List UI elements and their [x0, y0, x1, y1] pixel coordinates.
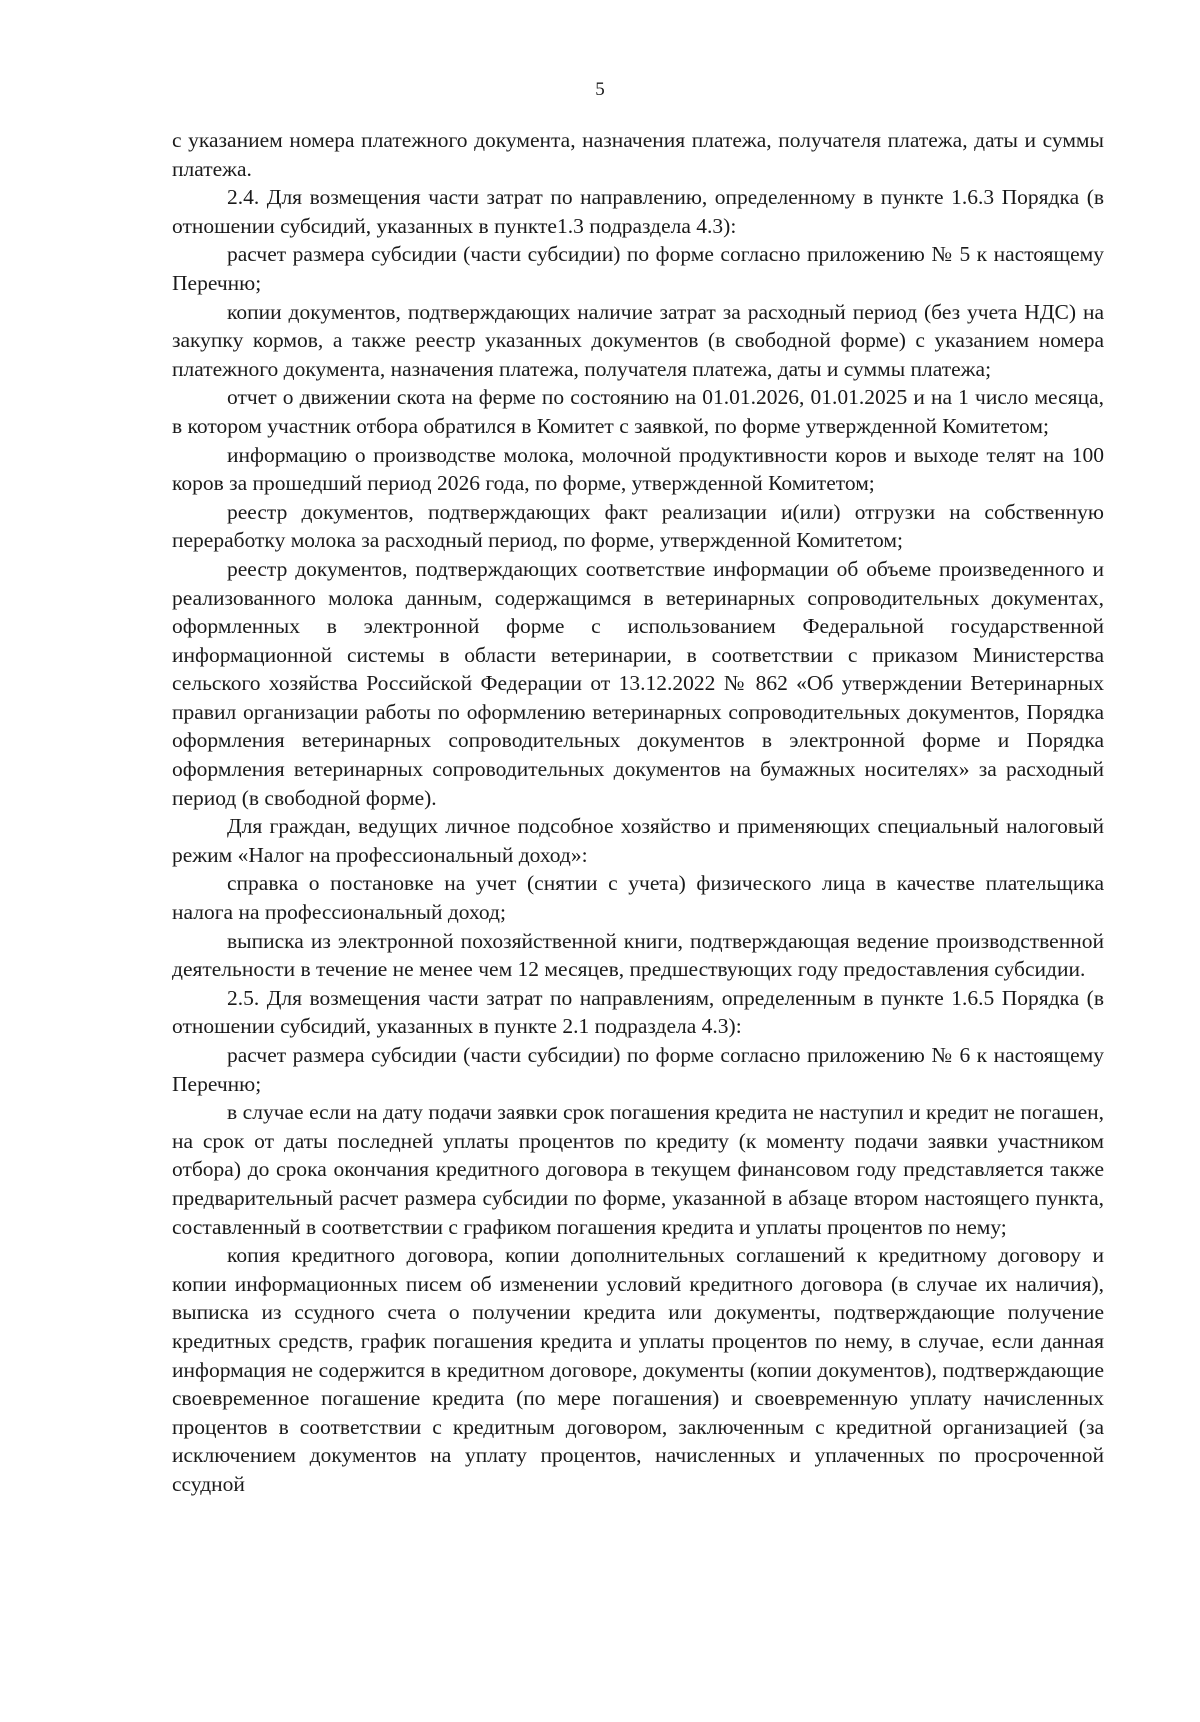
paragraph: выписка из электронной похозяйственной книги, подтверждающая ведение производственной деятельности в течение не менее чем 12 месяцев, предшествующих году предоставления субсидии.: [172, 928, 1104, 982]
paragraph: реестр документов, подтверждающих факт реализации и(или) отгрузки на собственную переработку молока за расходный период, по форме, утвержденной Комитетом;: [172, 499, 1104, 553]
page-number: 5: [595, 79, 605, 100]
paragraph: копия кредитного договора, копии дополнительных соглашений к кредитному договору и копии информационных писем об изменении условий кредитного договора (в случае их наличия), выписка из ссудного счета о получении кредита или документы, подтверждающие получение кредитных средств, график погашения кредита и уплаты процентов по нему, в случае, если данная информация не содержится в кредитном договоре, документы (копии документов), подтверждающие своевременное погашение кредита (по мере погашения) и своевременную уплату начисленных процентов в соответствии с кредитным договором, заключенным с кредитной организацией (за исключением документов на уплату процентов, начисленных и уплаченных по просроченной ссудной: [172, 1243, 1104, 1496]
paragraph: 2.5. Для возмещения части затрат по направлениям, определенным в пункте 1.6.5 Порядка (в отношении субсидий, указанных в пункте 2.1 подраздела 4.3):: [172, 985, 1104, 1039]
document-body: [172, 126, 1104, 1499]
paragraph: копии документов, подтверждающих наличие затрат за расходный период (без учета НДС) на закупку кормов, а также реестр указанных документов (в свободной форме) с указанием номера платежного документа, назначения платежа, получателя платежа, даты и суммы платежа;: [172, 299, 1104, 381]
paragraph: с указанием номера платежного документа, назначения платежа, получателя платежа, даты и суммы платежа.: [172, 128, 1104, 181]
paragraph: отчет о движении скота на ферме по состоянию на 01.01.2026, 01.01.2025 и на 1 число месяца, в котором участник отбора обратился в Комитет с заявкой, по форме утвержденной Комитетом;: [172, 385, 1104, 438]
paragraph: расчет размера субсидии (части субсидии) по форме согласно приложению № 6 к настоящему Перечню;: [172, 1043, 1104, 1096]
paragraph: информацию о производстве молока, молочной продуктивности коров и выходе телят на 100 коров за прошедший период 2026 года, по форме, утвержденной Комитетом;: [172, 442, 1104, 496]
paragraph: в случае если на дату подачи заявки срок погашения кредита не наступил и кредит не погашен, на срок от даты последней уплаты процентов по кредиту (к моменту подачи заявки участником отбора) до срока окончания кредитного договора в текущем финансовом году представляется также предварительный расчет размера субсидии по форме, указанной в абзаце втором настоящего пункта, составленный в соответствии с графиком погашения кредита и уплаты процентов по нему;: [172, 1100, 1104, 1239]
paragraph: реестр документов, подтверждающих соответствие информации об объеме произведенного и реализованного молока данным, содержащимся в ветеринарных сопроводительных документах, оформленных в электронной форме с использованием Федеральной государственной информационной системы в области ветеринарии, в соответствии с приказом Министерства сельского хозяйства Российской Федерации от 13.12.2022 № 862 «Об утверждении Ветеринарных правил организации работы по оформлению ветеринарных сопроводительных документов, Порядка оформления ветеринарных сопроводительных документов в электронной форме и Порядка оформления ветеринарных сопроводительных документов на бумажных носителях» за расходный период (в свободной форме).: [172, 556, 1104, 810]
paragraph: 2.4. Для возмещения части затрат по направлению, определенному в пункте 1.6.3 Порядка (в отношении субсидий, указанных в пункте1.3 подраздела 4.3):: [172, 185, 1104, 238]
paragraph: Для граждан, ведущих личное подсобное хозяйство и применяющих специальный налоговый режим «Налог на профессиональный доход»:: [172, 814, 1104, 867]
paragraph: расчет размера субсидии (части субсидии) по форме согласно приложению № 5 к настоящему Перечню;: [172, 242, 1104, 295]
paragraph: справка о постановке на учет (снятии с учета) физического лица в качестве плательщика налога на профессиональный доход;: [172, 871, 1104, 925]
